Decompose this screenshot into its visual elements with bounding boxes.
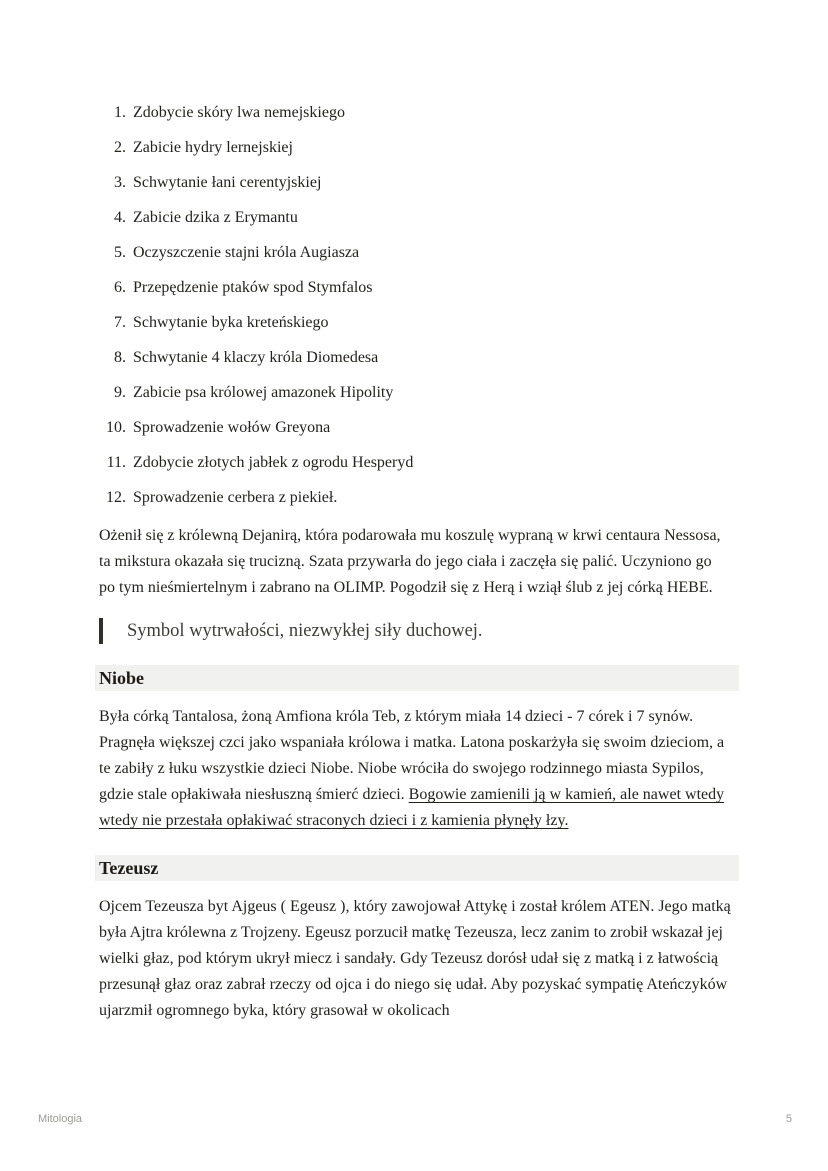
tezeusz-paragraph: Ojcem Tezeusza byt Ajgeus ( Egeusz ), który zawojował Attykę i został królem ATEN. Jego matką była Ajtra królewna z Trojzeny. Egeusz porzucił matkę Tezeusza, lecz zanim to zrobił wskazał jej wielki głaz, pod którym ukrył miecz i sandały. Gdy Tezeusz dorósł udał się z matką i z łatwością przesunął głaz oraz zabrał rzeczy od ojca i do niego się udał. Aby pozyskać sympatię Ateńczyków ujarzmił ogromnego byka, który grasował w okolicach <box>99 898 731 1019</box>
niobe-paragraph <box>99 704 731 834</box>
niobe-text-underlined: Bogowie zamienili ją w kamień, ale nawet wtedy wtedy nie przestała opłakiwać straconych dzieci i z kamienia płynęły łzy. <box>99 786 725 829</box>
section-heading-niobe: Niobe <box>95 665 739 691</box>
niobe-text-normal: Była córką Tantalosa, żoną Amfiona króla Teb, z którym miała 14 dzieci - 7 córek i 7 synów. Pragnęła większej czci jako wspaniała królowa i matka. Latona poskarżyła się swoim dzieciom, a te zabiły z łuku wszystkie dzieci Niobe. Niobe wróciła do swojego rodzinnego miasta Sypilos, gdzie stale opłakiwała niesłuszną śmierć dzieci. <box>99 708 725 803</box>
footer-page-number: 5 <box>785 1113 792 1125</box>
quote-text: Symbol wytrwałości, niezwykłej siły duchowej. <box>127 621 483 641</box>
section-heading-tezeusz: Tezeusz <box>95 855 739 881</box>
hercules-closing-paragraph: Ożenił się z królewną Dejanirą, która podarowała mu koszulę wypraną w krwi centaura Nessosa, ta mikstura okazała się trucizną. Szata przywarła do jego ciała i zaczęła się palić. Uczyniono go po tym nieśmiertelnym i zabrano na OLIMP. Pogodził się z Herą i wziął ślub z jej córką HEBE. <box>99 527 721 596</box>
list-item: 4. Zabicie dzika z Erymantu <box>130 208 731 228</box>
list-item: 3. Schwytanie łani cerentyjskiej <box>130 173 731 193</box>
list-item: 5. Oczyszczenie stajni króla Augiasza <box>130 243 731 263</box>
list-item: 6. Przepędzenie ptaków spod Stymfalos <box>130 278 731 298</box>
list-item: 11. Zdobycie złotych jabłek z ogrodu Hesperyd <box>130 453 731 473</box>
list-item: 1. Zdobycie skóry lwa nemejskiego <box>130 103 731 123</box>
list-item: 12. Sprowadzenie cerbera z piekieł. <box>130 488 731 508</box>
list-item: 8. Schwytanie 4 klaczy króla Diomedesa <box>130 348 731 368</box>
footer-doc-title: Mitologia <box>38 1113 83 1125</box>
list-item: 7. Schwytanie byka kreteńskiego <box>130 313 731 333</box>
labors-list <box>99 103 731 508</box>
quote-block <box>99 618 731 644</box>
list-item: 2. Zabicie hydry lernejskiej <box>130 138 731 158</box>
list-item: 10. Sprowadzenie wołów Greyona <box>130 418 731 438</box>
list-item: 9. Zabicie psa królowej amazonek Hipolity <box>130 383 731 403</box>
page-footer <box>38 1113 792 1125</box>
